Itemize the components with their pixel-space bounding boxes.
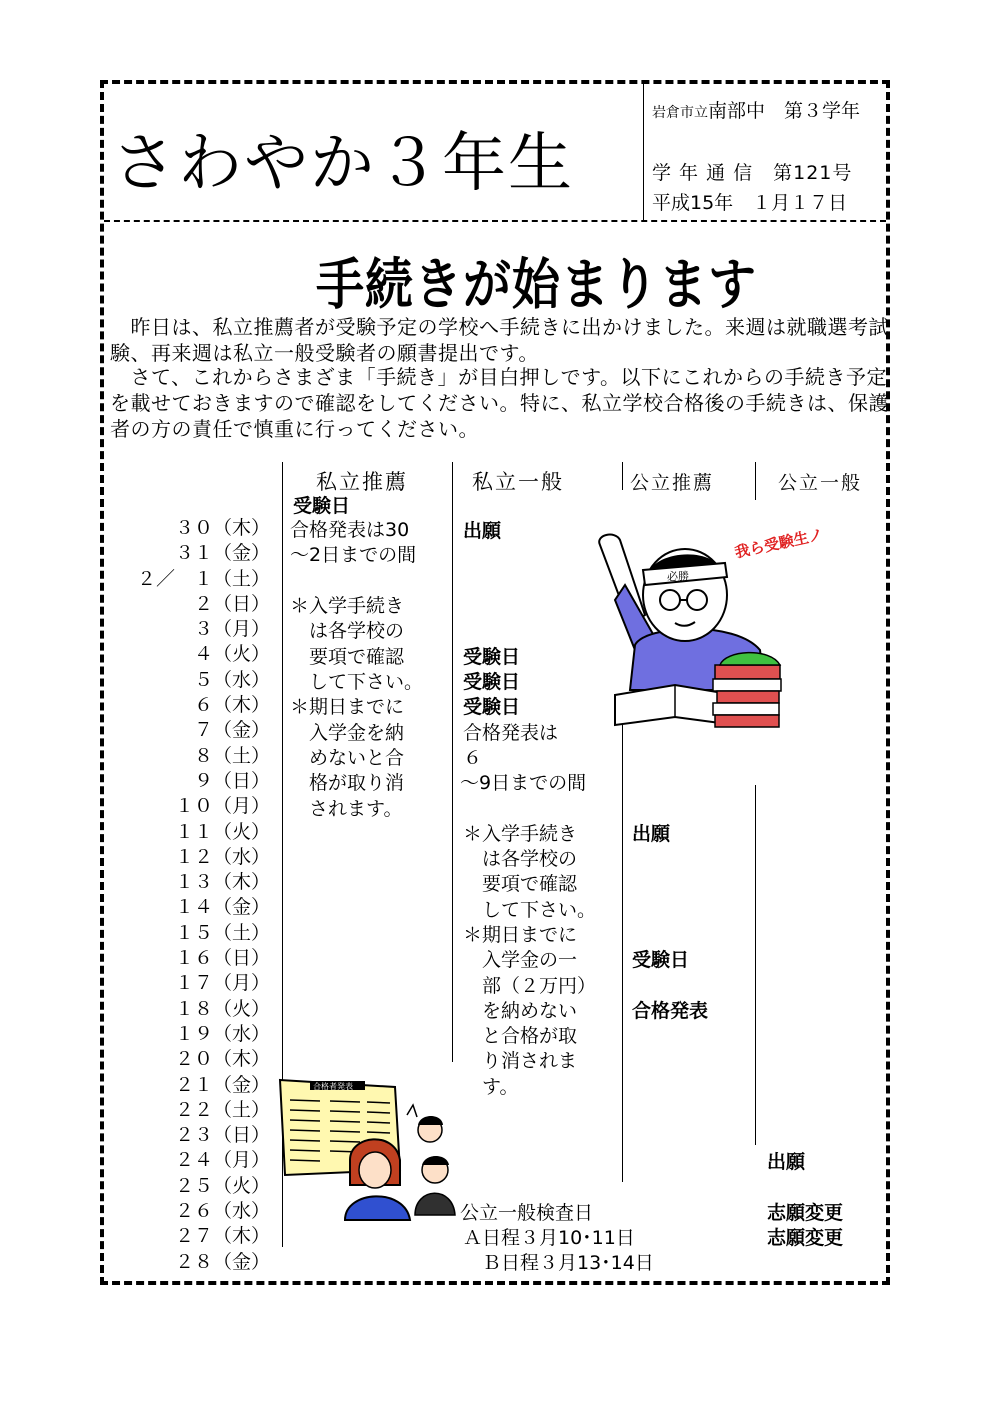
private-rec-note: して下さい。 [290, 671, 424, 693]
date-row: ２８（金） [174, 1250, 270, 1273]
private-rec-exam-day: 受験日 [293, 495, 351, 517]
issue-date: 平成15年 １月１７日 [652, 192, 848, 214]
date-row: ２０（木） [174, 1048, 270, 1071]
private-gen-result: ～9日までの間 [460, 772, 587, 794]
public-gen-change: 志願変更 [767, 1227, 844, 1249]
public-rec-exam-day: 受験日 [632, 949, 690, 971]
private-gen-note: は各学校の [463, 848, 578, 870]
private-gen-exam-day: 受験日 [463, 671, 521, 693]
date-row: １４（金） [174, 896, 270, 919]
column-public-recommendation: 公立推薦 [630, 472, 715, 494]
intro-paragraph-1: 昨日は、私立推薦者が受験予定の学校へ手続きに出かけました。来週は就職選考試験、再来週は私立一般受験者の願書提出です。 [110, 315, 889, 365]
date-row: １５（土） [174, 921, 270, 944]
private-gen-note: 部（２万円） [463, 975, 597, 997]
date-row: ２４（月） [174, 1149, 270, 1172]
private-gen-exam-day: 受験日 [463, 696, 521, 718]
date-row: １０（月） [174, 795, 270, 818]
date-row: １１（火） [174, 820, 270, 843]
date-row: １２（水） [174, 845, 270, 868]
column-line-3a [622, 462, 623, 490]
date-row: ８（土） [193, 744, 270, 767]
column-line-2 [452, 462, 453, 1062]
date-row: ９（日） [193, 769, 270, 792]
private-rec-note: は各学校の [290, 620, 405, 642]
headline: 手続きが始まります [316, 252, 758, 318]
private-rec-note: ＊入学手続き [290, 595, 405, 617]
private-gen-note: ＊入学手続き [463, 823, 578, 845]
private-gen-note: 要項で確認 [463, 873, 578, 895]
date-row: ５（水） [193, 668, 270, 691]
private-rec-note: 要項で確認 [290, 646, 405, 668]
headband-text: 必勝 [667, 570, 689, 583]
schedule-a: Ａ日程３月10･11日 [463, 1227, 635, 1249]
board-title: 合格者発表 [313, 1082, 353, 1091]
date-row: １６（日） [174, 947, 270, 970]
private-gen-note: り消されま [463, 1050, 578, 1072]
private-gen-note: と合格が取 [463, 1025, 578, 1047]
date-row: ２３（日） [174, 1124, 270, 1147]
date-row: ３１（金） [174, 542, 270, 565]
private-gen-result: ６ [463, 747, 483, 769]
intro-paragraph-2: さて、これからさまざま「手続き」が目白押しです。以下にこれからの手続き予定を載せておきますので確認をしてください。特に、私立学校合格後の手続きは、保護者の方の責任で慎重に行ってください。 [110, 365, 889, 441]
date-row: ２７（木） [174, 1225, 270, 1248]
date-row: ４（火） [193, 643, 270, 666]
private-rec-note: 格が取り消 [290, 772, 405, 794]
header-divider [104, 220, 886, 222]
date-row: ２１（金） [174, 1073, 270, 1096]
private-gen-apply: 出願 [463, 520, 502, 542]
schedule-b: Ｂ日程３月13･14日 [463, 1252, 654, 1274]
date-row: １９（水） [174, 1022, 270, 1045]
school-name [652, 96, 860, 123]
date-row: ２５（火） [174, 1174, 270, 1197]
private-rec-result-1: 合格発表は30 [290, 519, 410, 541]
results-board-illustration [275, 1075, 455, 1225]
issue-number: 学 年 通 信 第121号 [652, 162, 853, 184]
date-row: ６（木） [193, 694, 270, 717]
date-row: ２６（水） [174, 1200, 270, 1223]
school-grade: 南部中 第３学年 [708, 100, 861, 122]
date-row: ７（金） [193, 719, 270, 742]
date-list [110, 516, 270, 1275]
private-gen-note: して下さい。 [463, 899, 597, 921]
date-row: ２（日） [193, 592, 270, 615]
private-gen-exam-day: 受験日 [463, 646, 521, 668]
public-gen-exam-date: 公立一般検査日 [460, 1202, 594, 1224]
column-line-4a [755, 462, 756, 500]
date-row: １７（月） [174, 972, 270, 995]
public-rec-result: 合格発表 [632, 1000, 709, 1022]
speech-text: 我ら受験生ノ [733, 525, 825, 562]
private-rec-note: ＊期日までに [290, 696, 405, 718]
speech-illustration [733, 525, 825, 620]
public-gen-change: 志願変更 [767, 1202, 844, 1224]
date-row: ３（月） [193, 618, 270, 641]
private-gen-note: 入学金の一 [463, 949, 578, 971]
newsletter-title: さわやか３年生 [112, 127, 574, 201]
date-row: ２２（土） [174, 1098, 270, 1121]
column-private-general: 私立一般 [472, 470, 564, 494]
private-gen-note: を納めない [463, 1000, 578, 1022]
private-rec-result-2: ～2日までの間 [290, 544, 417, 566]
private-rec-note: 入学金を納 [290, 722, 405, 744]
public-gen-apply: 出願 [767, 1151, 806, 1173]
column-line-3b [622, 712, 623, 1182]
school-city: 岩倉市立 [652, 105, 708, 121]
private-rec-note: されます。 [290, 798, 403, 820]
column-public-general: 公立一般 [778, 472, 863, 494]
public-rec-apply: 出願 [632, 823, 671, 845]
date-row: ３０（木） [174, 517, 270, 539]
private-gen-note: ＊期日までに [463, 924, 578, 946]
date-row: ２／ １（土） [136, 567, 270, 590]
private-gen-result: 合格発表は [463, 722, 559, 744]
column-private-recommendation: 私立推薦 [316, 470, 408, 494]
private-gen-note: す。 [463, 1076, 519, 1098]
header-vertical-divider [643, 84, 644, 220]
date-row: １８（火） [174, 997, 270, 1020]
date-row: １３（木） [174, 871, 270, 894]
private-rec-note: めないと合 [290, 747, 405, 769]
column-line-4b [755, 785, 756, 1145]
